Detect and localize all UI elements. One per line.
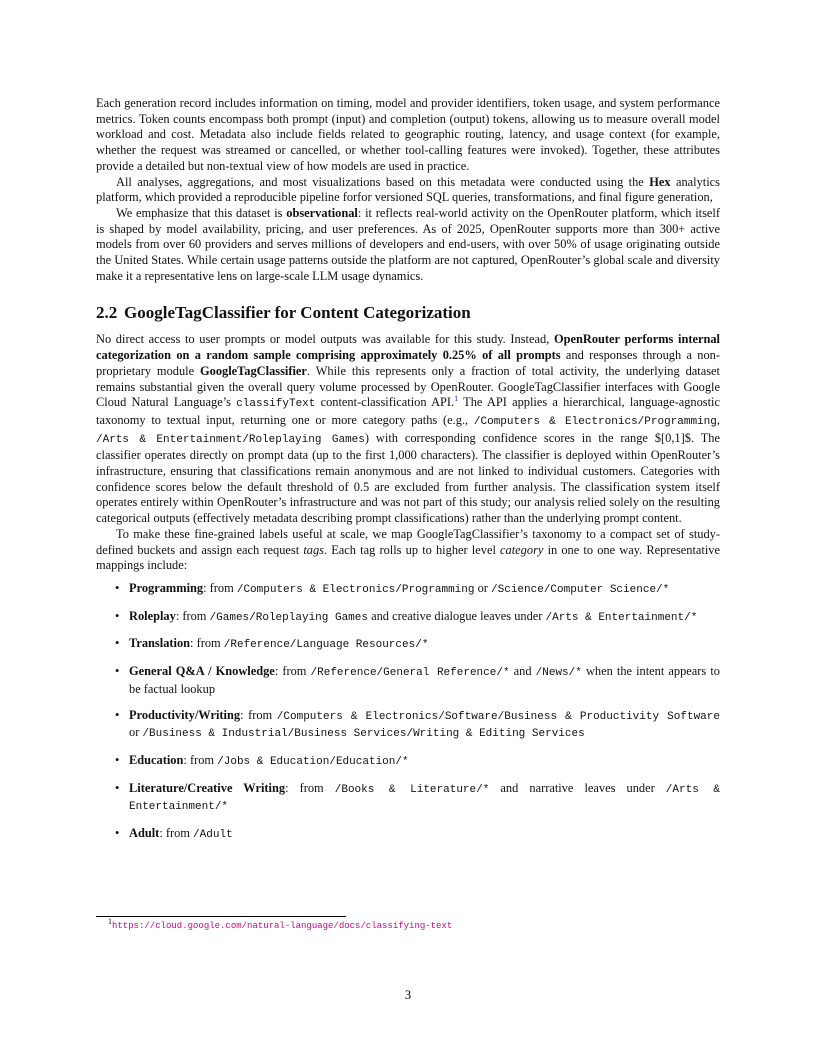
item-label: Literature/Creative Writing	[129, 780, 286, 795]
bold-observational: observational	[286, 205, 358, 220]
code-path: /Reference/Language Resources/*	[223, 639, 429, 652]
bullet-icon: •	[115, 752, 120, 767]
text-run: . Each tag rolls up to higher level	[323, 542, 501, 557]
code-path: /News/*	[535, 667, 582, 680]
item-label: Programming	[129, 580, 204, 595]
paragraph-generation-record: Each generation record includes information on timing, model and provider identifiers, token usage, and system performance metrics. Token counts encompass both prompt (input) and completion (output) tokens, allowing us to measure overall model workload and cost. Metadata also include fields related to geographic routing, latency, and usage context (for example, whether the request was streamed or cancelled, or whether tool-calling features were invoked). Together, these attributes provide a detailed but non-textual view of how models are used in practice.	[96, 96, 720, 173]
text-run: : from	[175, 608, 210, 623]
code-path: /Adult	[193, 829, 233, 842]
footnote-link[interactable]: https://cloud.google.com/natural-language/docs/classifying-text	[112, 921, 453, 931]
footnote-ref[interactable]: 1	[454, 394, 459, 404]
text-run: No direct access to user prompts or model outputs was available for this study. Instead,	[96, 332, 554, 347]
bullet-icon: •	[115, 636, 120, 651]
text-run: : from	[240, 707, 277, 722]
text-run: content-classification API.	[315, 395, 455, 410]
text-run: : from	[183, 752, 218, 767]
text-run: : from	[203, 580, 237, 595]
bold-sampling-statement: OpenRouter performs internal categorization on a random sample comprising approximately 0.25% of all prompts	[96, 332, 720, 363]
bullet-icon: •	[115, 664, 120, 679]
code-path: /Books & Literature/*	[334, 783, 490, 796]
text-run: in one to one way. Representative mappings include:	[96, 542, 720, 573]
code-path: /Computers & Electronics/Programming	[236, 583, 475, 596]
section-heading	[96, 303, 720, 323]
text-run: and responses through a non-proprietary module	[96, 348, 721, 378]
text-run: when the intent appears to be factual lookup	[129, 664, 720, 696]
text-run: : from	[190, 636, 224, 651]
code-path: /Science/Computer Science/*	[491, 583, 670, 596]
text-run: : it reflects real-world activity on the OpenRouter platform, which itself is shaped by model availability, pricing, and user preferences. As of 2025, OpenRouter supports more than 300+ active models from over 60 providers and serves millions of developers and end-users, with over 50% of usage originating outside the United States. While certain usage patterns outside the platform are not captured, OpenRouter’s global scale and diversity make it a representative lens on large-scale LLM usage dynamics.	[96, 205, 721, 283]
footnote-mark: 1	[108, 916, 112, 926]
bold-hex: Hex	[649, 174, 671, 189]
code-path: /Games/Roleplaying Games	[209, 611, 368, 624]
text-run: : from	[285, 780, 335, 795]
code-path: /Computers & Electronics/Software/Business & Productivity Software	[276, 710, 720, 723]
text-run: and creative dialogue leaves under	[367, 608, 546, 623]
bullet-icon: •	[115, 608, 120, 623]
text-run: : from	[159, 826, 194, 841]
paragraph-observational	[96, 206, 720, 285]
text-run: We emphasize that this dataset is	[116, 205, 287, 220]
section-title: GoogleTagClassifier for Content Categorization	[124, 303, 471, 323]
bullet-icon: •	[115, 780, 120, 795]
item-label: Adult	[129, 826, 160, 841]
text-run: To make these fine-grained labels useful at scale, we map GoogleTagClassifier’s taxonomy to a compact set of study-defined buckets and assign each request	[96, 526, 720, 557]
bullet-icon: •	[115, 580, 120, 595]
text-run: and narrative leaves under	[489, 780, 666, 795]
mapping-list	[96, 581, 720, 844]
paragraph-classifier	[96, 332, 720, 526]
text-run: ,	[716, 412, 720, 427]
code-classifytext: classifyText	[236, 398, 316, 411]
text-run: ) with corresponding confidence scores in the range $[0,1]$. The classifier operates directly on prompt data (up to the first 1,000 characters). The classifier is deployed within OpenRouter’s infrastructure, ensuring that classifications remain anonymous and are not linked to individual customers. Categories with confidence scores below the default threshold of 0.5 are excluded from further analysis. The classification system itself operates entirely within OpenRouter’s infrastructure and was not part of this study; our analysis relied solely on the resulting categorical outputs (effectively metadata describing prompt classifications) rather than the underlying prompt content.	[96, 430, 720, 526]
bullet-icon: •	[115, 826, 120, 841]
code-path: /Business & Industrial/Business Services/Writing & Editing Services	[142, 728, 585, 741]
list-item	[112, 753, 720, 771]
code-path: /Arts & Entertainment/*	[129, 783, 720, 814]
italic-tags: tags	[303, 542, 324, 557]
page-number: 3	[404, 988, 412, 1002]
bold-classifier-name: GoogleTagClassifier	[200, 363, 307, 378]
italic-category: category	[500, 542, 544, 557]
text-run: All analyses, aggregations, and most visualizations based on this metadata were conducted using the	[116, 174, 650, 189]
list-item	[112, 609, 720, 627]
list-item	[112, 781, 720, 816]
section-number: 2.2	[96, 303, 118, 323]
code-path: /Arts & Entertainment/Roleplaying Games	[96, 433, 365, 446]
text-run: The API applies a hierarchical, language-agnostic taxonomy to textual input, returning one or more category paths (e.g.,	[96, 395, 720, 427]
item-label: Roleplay	[129, 608, 176, 623]
code-path: /Arts & Entertainment/*	[545, 611, 698, 624]
text-run: . While this represents only a fraction of total activity, the underlying dataset remains substantial given the overall query volume processed by OpenRouter. GoogleTagClassifier interfaces with Google Cloud Natural Language’s	[96, 363, 720, 410]
code-path: /Reference/General Reference/*	[310, 667, 510, 680]
list-item	[112, 636, 720, 654]
item-label: Productivity/Writing	[129, 707, 241, 722]
footnote-divider	[96, 916, 346, 917]
bullet-icon: •	[115, 707, 120, 722]
list-item	[112, 664, 720, 697]
footnote	[108, 916, 453, 931]
text-run: or	[129, 725, 143, 740]
page-body	[96, 96, 720, 854]
item-label: Translation	[129, 636, 191, 651]
paragraph-hex-analytics	[96, 175, 720, 206]
list-item	[112, 708, 720, 743]
list-item	[112, 581, 720, 599]
item-label: Education	[129, 752, 184, 767]
paragraph-mapping	[96, 527, 720, 574]
text-run: or	[474, 580, 492, 595]
text-run: and	[509, 664, 536, 679]
text-run: analytics platform, which provided a reproducible pipeline forfor versioned SQL queries, transformations, and final figure generation,	[96, 174, 720, 205]
code-path: /Jobs & Education/Education/*	[217, 755, 409, 768]
item-label: General Q&A / Knowledge	[129, 664, 275, 679]
code-path: /Computers & Electronics/Programming	[473, 415, 717, 428]
text-run: : from	[274, 664, 311, 679]
list-item	[112, 826, 720, 844]
